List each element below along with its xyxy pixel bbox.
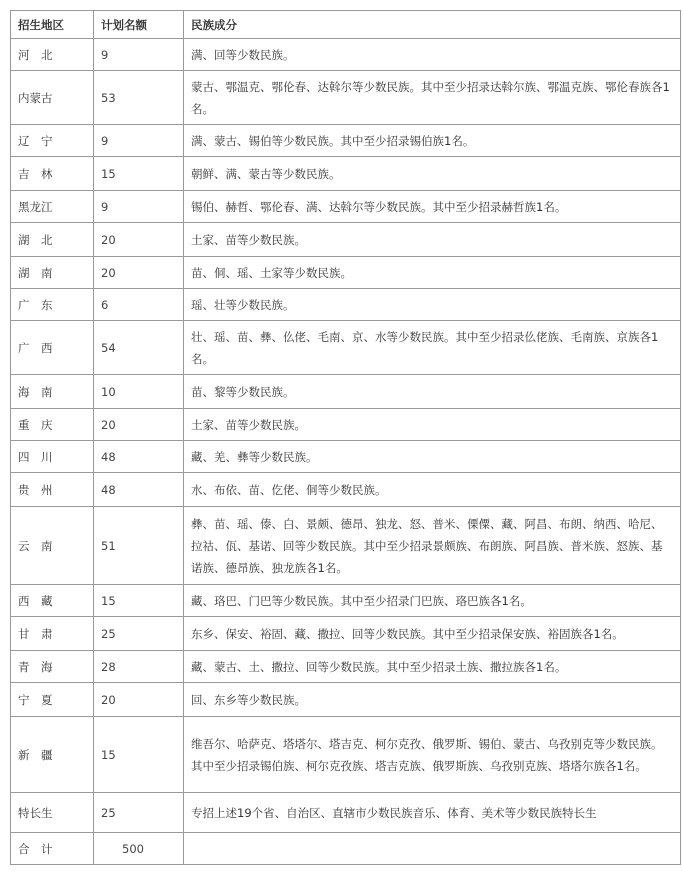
ethnic-cell: 蒙古、鄂温克、鄂伦春、达斡尔等少数民族。其中至少招录达斡尔族、鄂温克族、鄂伦春族各1名。: [184, 71, 681, 125]
total-row: [11, 833, 681, 865]
admission-quota-table: [10, 10, 681, 865]
table-row: [11, 683, 681, 717]
table-row: [11, 617, 681, 651]
count-cell: 9: [94, 125, 184, 157]
table-row: [11, 375, 681, 409]
ethnic-cell: 满、回等少数民族。: [184, 39, 681, 71]
table-row: [11, 125, 681, 157]
count-cell: 48: [94, 473, 184, 507]
region-cell: 贵 州: [11, 473, 94, 507]
region-cell: 广 东: [11, 289, 94, 321]
region-cell: 重 庆: [11, 409, 94, 441]
count-cell: 25: [94, 617, 184, 651]
table-row: [11, 321, 681, 375]
ethnic-cell: 维吾尔、哈萨克、塔塔尔、塔吉克、柯尔克孜、俄罗斯、锡伯、蒙古、乌孜别克等少数民族。其中至少招录锡伯族、柯尔克孜族、塔吉克族、俄罗斯族、乌孜别克族、塔塔尔族各1名。: [184, 717, 681, 793]
count-cell: 20: [94, 683, 184, 717]
count-cell: 6: [94, 289, 184, 321]
table-row: [11, 585, 681, 617]
table-row: [11, 39, 681, 71]
ethnic-cell: 藏、珞巴、门巴等少数民族。其中至少招录门巴族、珞巴族各1名。: [184, 585, 681, 617]
count-cell: 51: [94, 507, 184, 585]
table-row: [11, 793, 681, 833]
header-ethnic: 民族成分: [184, 11, 681, 39]
count-cell: 15: [94, 157, 184, 191]
ethnic-cell: 苗、黎等少数民族。: [184, 375, 681, 409]
ethnic-cell: 东乡、保安、裕固、藏、撒拉、回等少数民族。其中至少招录保安族、裕固族各1名。: [184, 617, 681, 651]
count-cell: 15: [94, 585, 184, 617]
total-ethnic: [184, 833, 681, 865]
table-row: [11, 409, 681, 441]
region-cell: 宁 夏: [11, 683, 94, 717]
table-row: [11, 157, 681, 191]
count-cell: 20: [94, 257, 184, 289]
region-cell: 海 南: [11, 375, 94, 409]
ethnic-cell: 回、东乡等少数民族。: [184, 683, 681, 717]
region-cell: 河 北: [11, 39, 94, 71]
count-cell: 10: [94, 375, 184, 409]
region-cell: 特长生: [11, 793, 94, 833]
ethnic-cell: 壮、瑶、苗、彝、仫佬、毛南、京、水等少数民族。其中至少招录仫佬族、毛南族、京族各1名。: [184, 321, 681, 375]
count-cell: 20: [94, 223, 184, 257]
count-cell: 25: [94, 793, 184, 833]
table-row: [11, 441, 681, 473]
table-row: [11, 717, 681, 793]
region-cell: 西 藏: [11, 585, 94, 617]
table-row: [11, 191, 681, 223]
table-row: [11, 289, 681, 321]
ethnic-cell: 锡伯、赫哲、鄂伦春、满、达斡尔等少数民族。其中至少招录赫哲族1名。: [184, 191, 681, 223]
ethnic-cell: 朝鲜、满、蒙古等少数民族。: [184, 157, 681, 191]
table-row: [11, 223, 681, 257]
total-count: 500: [94, 833, 184, 865]
ethnic-cell: 土家、苗等少数民族。: [184, 223, 681, 257]
ethnic-cell: 土家、苗等少数民族。: [184, 409, 681, 441]
region-cell: 云 南: [11, 507, 94, 585]
ethnic-cell: 彝、苗、瑶、傣、白、景颇、德昂、独龙、怒、普米、傈僳、藏、阿昌、布朗、纳西、哈尼、拉祜、佤、基诺、回等少数民族。其中至少招录景颇族、布朗族、阿昌族、普米族、怒族、基诺族、德昂族、独龙族各1名。: [184, 507, 681, 585]
ethnic-cell: 专招上述19个省、自治区、直辖市少数民族音乐、体育、美术等少数民族特长生: [184, 793, 681, 833]
table-row: [11, 473, 681, 507]
ethnic-cell: 苗、侗、瑶、土家等少数民族。: [184, 257, 681, 289]
region-cell: 新 疆: [11, 717, 94, 793]
table-row: [11, 71, 681, 125]
region-cell: 湖 南: [11, 257, 94, 289]
count-cell: 28: [94, 651, 184, 683]
ethnic-cell: 水、布依、苗、仡佬、侗等少数民族。: [184, 473, 681, 507]
table-row: [11, 257, 681, 289]
region-cell: 四 川: [11, 441, 94, 473]
ethnic-cell: 藏、羌、彝等少数民族。: [184, 441, 681, 473]
region-cell: 吉 林: [11, 157, 94, 191]
header-row: [11, 11, 681, 39]
count-cell: 9: [94, 191, 184, 223]
region-cell: 青 海: [11, 651, 94, 683]
count-cell: 9: [94, 39, 184, 71]
region-cell: 辽 宁: [11, 125, 94, 157]
region-cell: 黑龙江: [11, 191, 94, 223]
table-row: [11, 507, 681, 585]
table-row: [11, 651, 681, 683]
ethnic-cell: 满、蒙古、锡伯等少数民族。其中至少招录锡伯族1名。: [184, 125, 681, 157]
total-label: 合 计: [11, 833, 94, 865]
region-cell: 湖 北: [11, 223, 94, 257]
region-cell: 内蒙古: [11, 71, 94, 125]
count-cell: 53: [94, 71, 184, 125]
count-cell: 15: [94, 717, 184, 793]
region-cell: 广 西: [11, 321, 94, 375]
ethnic-cell: 瑶、壮等少数民族。: [184, 289, 681, 321]
header-count: 计划名额: [94, 11, 184, 39]
count-cell: 20: [94, 409, 184, 441]
count-cell: 54: [94, 321, 184, 375]
region-cell: 甘 肃: [11, 617, 94, 651]
header-region: 招生地区: [11, 11, 94, 39]
ethnic-cell: 藏、蒙古、土、撒拉、回等少数民族。其中至少招录土族、撒拉族各1名。: [184, 651, 681, 683]
count-cell: 48: [94, 441, 184, 473]
